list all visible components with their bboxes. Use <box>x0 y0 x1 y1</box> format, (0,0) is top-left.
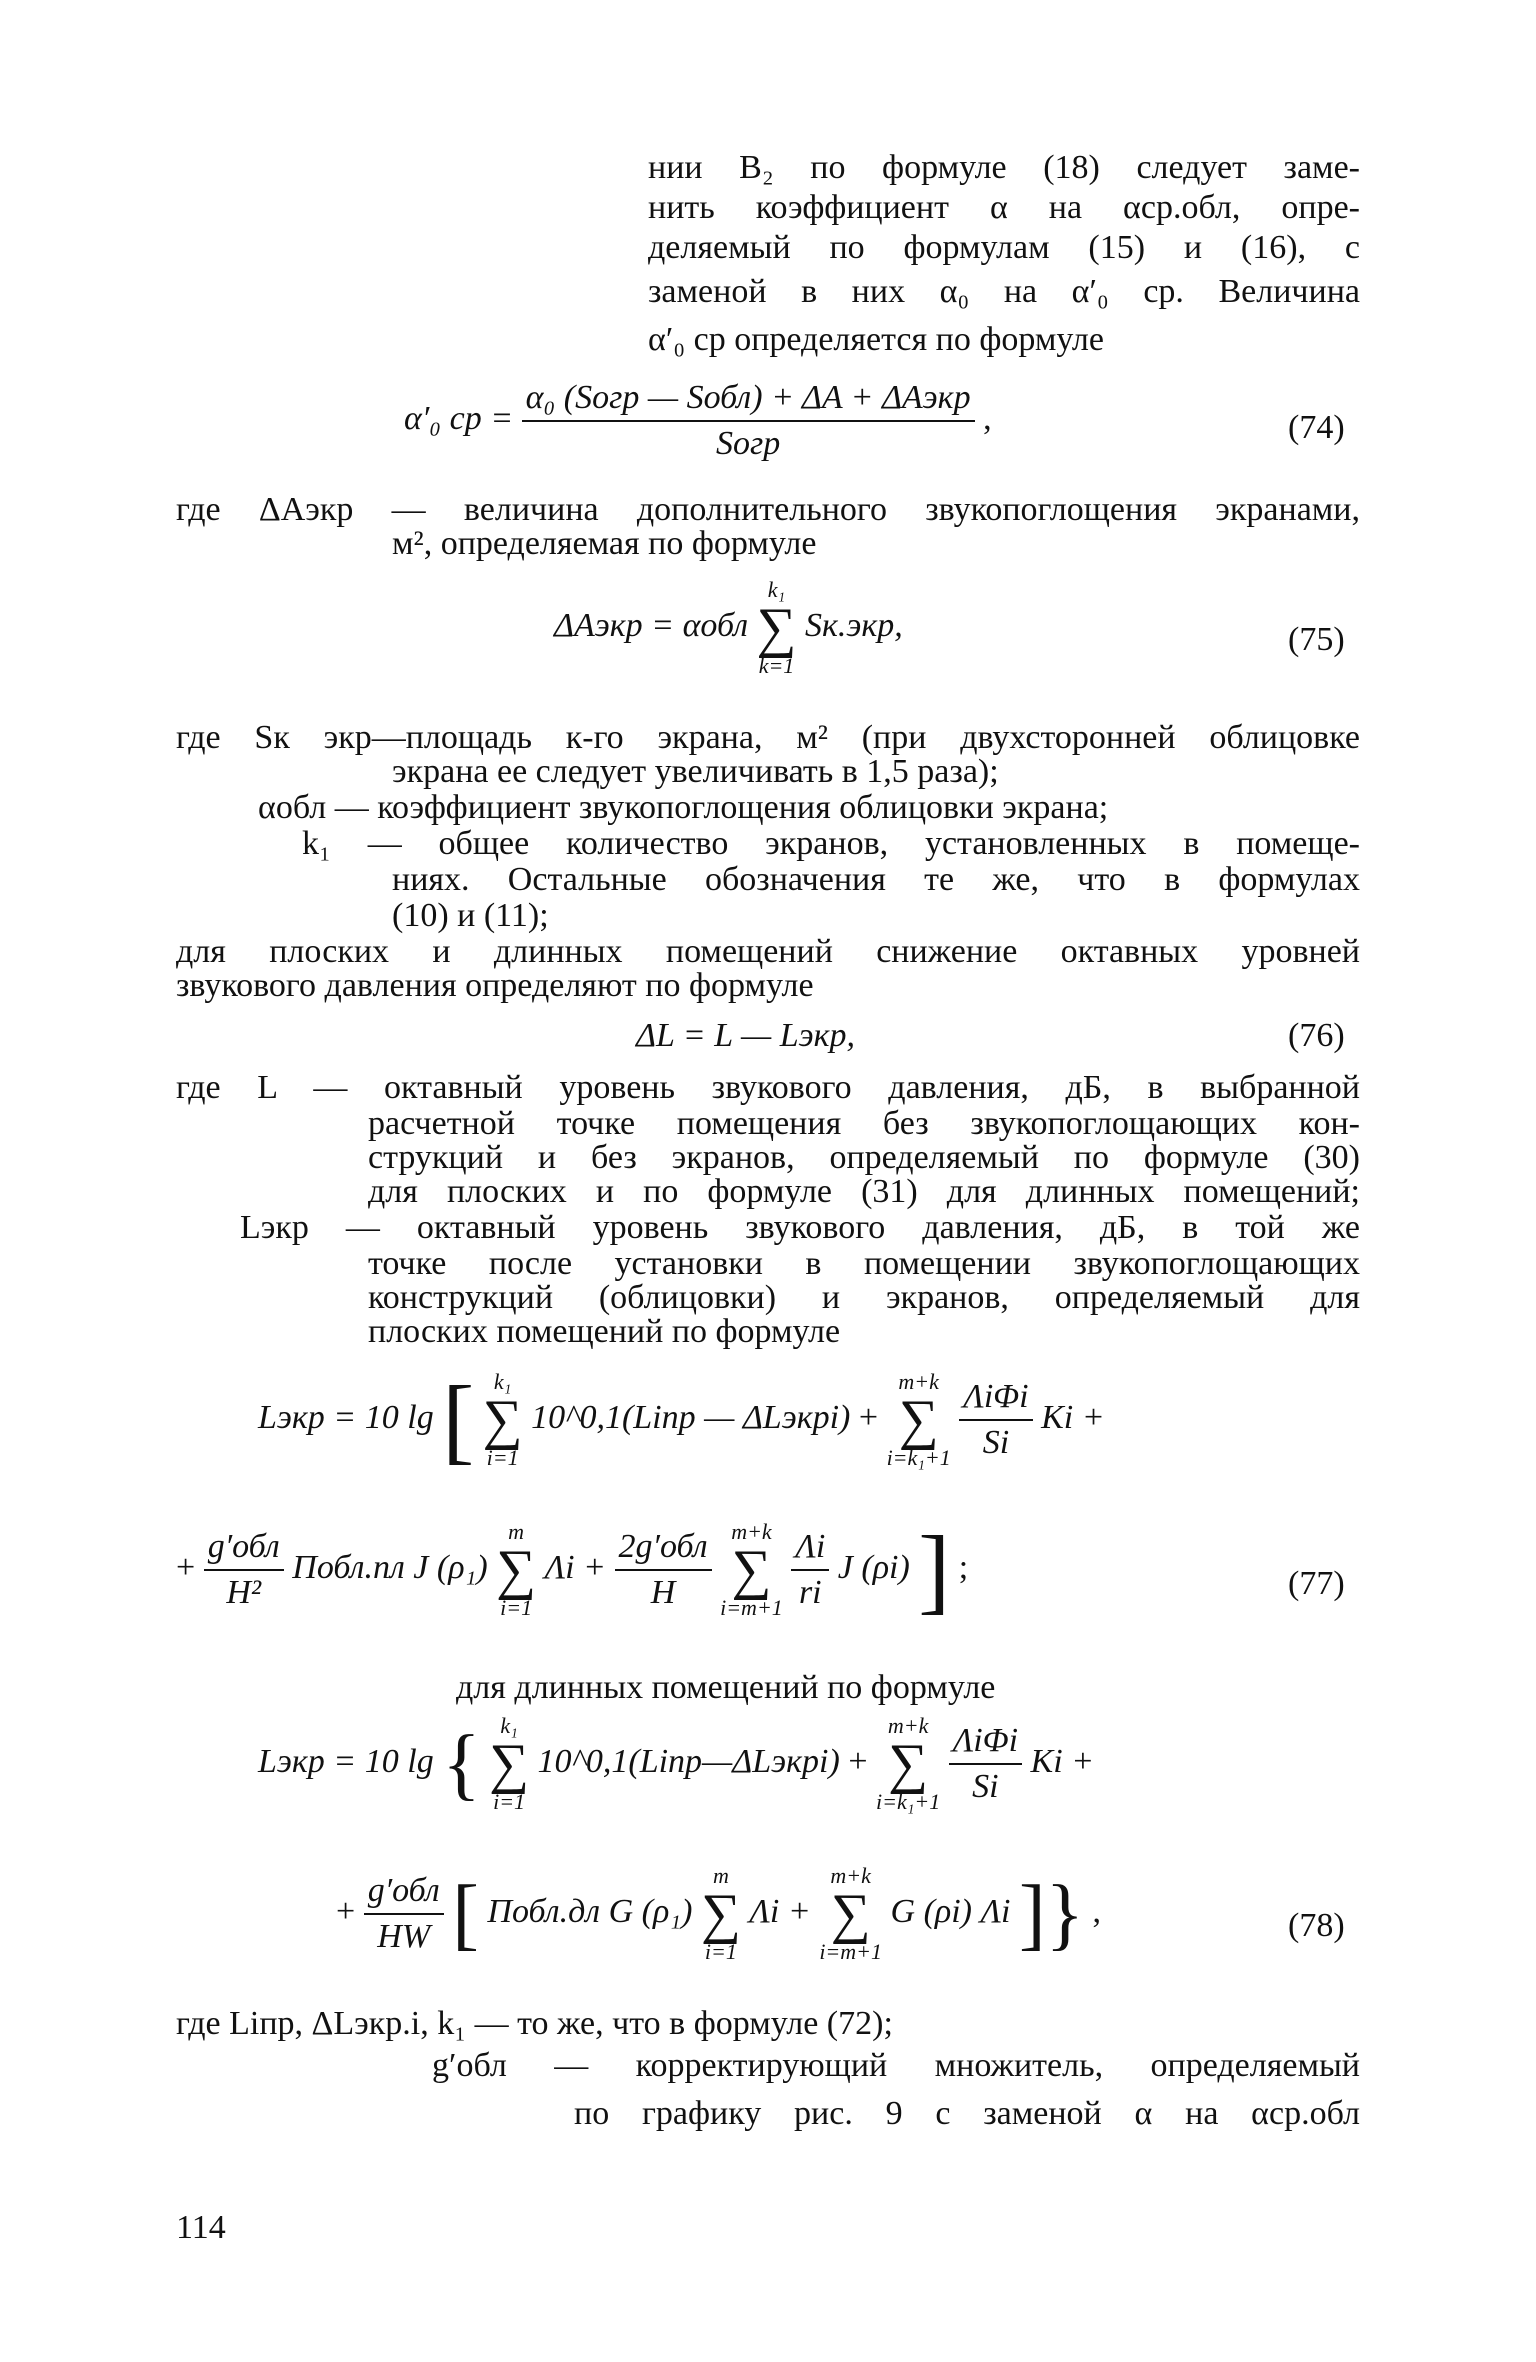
eq78-sum-4-top: m+k <box>830 1863 871 1888</box>
eq78-frac-1-num: ΛiΦi <box>949 1721 1022 1765</box>
def75-line-5: ниях. Остальные обозначения те же, что в формулах <box>392 861 1360 898</box>
eq74-numerator: α₀ (Sогр — Sобл) + ΔA + ΔAэкр <box>522 378 975 422</box>
eq78-term-2: Ki + <box>1030 1742 1095 1780</box>
eq77-fraction-3 <box>791 1527 829 1613</box>
eq78-line-2-frac-num: g′обл <box>364 1871 444 1915</box>
eq78-sigma-4: ∑ <box>830 1883 871 1945</box>
eq77-frac-2-num: 2g′обл <box>615 1527 712 1571</box>
eq78-sum-1-bottom: i=1 <box>493 1789 526 1814</box>
intro-line-1: нии В₂ по формуле (18) следует заме- <box>648 149 1360 186</box>
eq77-frac-2-den: H <box>650 1574 676 1611</box>
def74-line-1: где ΔAэкр — величина дополнительного звукопоглощения экранами, <box>176 491 1360 528</box>
eq78-open-bracket: [ <box>452 1870 479 1958</box>
eq77-term-2: Ki + <box>1041 1398 1105 1436</box>
eq77-sum-1 <box>483 1370 523 1470</box>
def76-line-3: струкций и без экранов, определяемый по формуле (30) <box>368 1139 1360 1176</box>
eq77-sigma-4: ∑ <box>731 1539 772 1601</box>
equation-78-line-1 <box>258 1714 1094 1814</box>
eq78-sigma-3: ∑ <box>700 1883 741 1945</box>
def76-line-4: для плоских и по формуле (31) для длинных помещений; <box>368 1173 1360 1210</box>
def78-line-2: g′обл — корректирующий множитель, определяемый <box>432 2047 1360 2084</box>
eq78-line-2-fraction <box>364 1871 444 1957</box>
equation-76: ΔL = L — Lэкр, <box>636 1017 856 1054</box>
eq74-number: (74) <box>1288 409 1345 446</box>
eq77-line-2-frac-den: H² <box>226 1574 262 1611</box>
eq77-frac-1-num: ΛiΦi <box>959 1377 1032 1421</box>
intro-line-2: нить коэффициент α на αср.обл, опре- <box>648 189 1360 226</box>
page-number: 114 <box>176 2209 226 2246</box>
def75-line-2: экрана ее следует увеличивать в 1,5 раза); <box>392 753 999 790</box>
eq78-sum-3-top: m <box>712 1863 729 1888</box>
eq75-lhs: ΔAэкр = αобл <box>554 606 749 644</box>
eq78-term-1: 10^0,1(Liпр—ΔLэкрi) <box>537 1742 840 1780</box>
eq75-number: (75) <box>1288 621 1345 658</box>
eq78-sum-2-bottom: i=k₁+1 <box>876 1789 941 1814</box>
flat-rooms-line-1: для плоских и длинных помещений снижение октавных уровней <box>176 933 1360 970</box>
eq77-term-1: 10^0,1(Liпр — ΔLэкрi) <box>531 1398 851 1436</box>
equation-74 <box>404 378 992 464</box>
intro-line-5: α′₀ ср определяется по формуле <box>648 321 1104 358</box>
eq74-fraction <box>522 378 975 464</box>
eq78-sum-3-bottom: i=1 <box>704 1939 737 1964</box>
eq77-line-2-lambda: Λi + <box>544 1548 607 1586</box>
long-rooms-line: для длинных помещений по формуле <box>456 1669 996 1706</box>
eq77-line-2-plus: + <box>176 1548 196 1586</box>
eq74-tail: , <box>983 399 992 437</box>
eq77-fraction-2 <box>615 1527 712 1613</box>
def75-line-6: (10) и (11); <box>392 897 549 934</box>
flat-rooms-line-2: звукового давления определяют по формуле <box>176 967 814 1004</box>
eq77-sum-4 <box>720 1520 783 1620</box>
eq77-sum-3-bottom: i=1 <box>500 1595 533 1620</box>
eq75-sum <box>757 578 797 678</box>
eq77-sum-4-bottom: i=m+1 <box>720 1595 783 1620</box>
eq78-tail: , <box>1092 1892 1102 1930</box>
eq78-sum-1 <box>489 1714 529 1814</box>
eq77-open-bracket: [ <box>442 1366 475 1473</box>
eq78-sigma-2: ∑ <box>888 1733 929 1795</box>
eq75-sum-bottom: k=1 <box>758 653 795 678</box>
eq77-sum-3-top: m <box>508 1519 525 1544</box>
eq78-sum-2-top: m+k <box>887 1713 929 1738</box>
def75-line-1: где Sк экр—площадь к-го экрана, м² (при двухсторонней облицовке <box>176 719 1360 756</box>
eq77-sum-1-top: k₁ <box>493 1369 512 1394</box>
eq78-frac-1-den: Si <box>972 1768 999 1805</box>
eq78-fraction-1 <box>949 1721 1022 1807</box>
eq78-line-2-plus: + <box>336 1892 356 1930</box>
def75-line-4: k₁ — общее количество экранов, установленных в помеще- <box>302 825 1360 862</box>
equation-77-line-1 <box>258 1366 1105 1473</box>
eq77-line-2-fraction <box>204 1527 284 1613</box>
equation-78-line-2 <box>336 1864 1101 1964</box>
eq77-sum-2-bottom: i=k₁+1 <box>886 1445 951 1470</box>
def76-line-2: расчетной точке помещения без звукопоглощающих кон- <box>368 1105 1360 1142</box>
eq77-frac-1-den: Si <box>982 1424 1010 1461</box>
eq78-sum-4 <box>819 1864 882 1964</box>
eq78-plus: + <box>848 1742 868 1780</box>
eq77-sum-2-top: m+k <box>898 1369 939 1394</box>
eq78-sigma-1: ∑ <box>489 1733 530 1795</box>
equation-75 <box>554 578 903 678</box>
eq78-line-2-frac-den: HW <box>377 1918 431 1955</box>
eq78-line-2-mid: Побл.дл G (ρ₁) <box>487 1892 693 1930</box>
eq78-lhs: Lэкр = 10 lg <box>258 1742 434 1780</box>
eq78-sum-2 <box>876 1714 940 1814</box>
eq77-plus: + <box>858 1398 879 1436</box>
intro-line-3: деляемый по формулам (15) и (16), с <box>648 229 1360 266</box>
eq78-close-brace: } <box>1045 1870 1085 1958</box>
eq77-sigma-1: ∑ <box>482 1389 523 1451</box>
eq78-sum-4-bottom: i=m+1 <box>819 1939 883 1964</box>
eq77-sigma-3: ∑ <box>496 1539 537 1601</box>
equation-77-line-2 <box>176 1516 969 1623</box>
def75-line-3: αобл — коэффициент звукопоглощения облицовки экрана; <box>258 789 1109 826</box>
eq74-denominator: Sогр <box>715 425 781 462</box>
eq78-open-brace: { <box>442 1720 481 1808</box>
def78-line-1: где Liпр, ΔLэкр.i, k₁ — то же, что в формуле (72); <box>176 2005 893 2042</box>
eq77-sum-3 <box>496 1520 536 1620</box>
eq77-sigma-2: ∑ <box>898 1389 939 1451</box>
eq75-sigma: ∑ <box>756 597 797 659</box>
eq77-frac-3-num: Λi <box>791 1527 829 1571</box>
eq78-line-2-end: G (ρi) Λi <box>890 1892 1011 1930</box>
def76-line-5: Lэкр — октавный уровень звукового давления, дБ, в той же <box>240 1209 1360 1246</box>
eq77-sum-4-top: m+k <box>731 1519 772 1544</box>
def76-line-6: точке после установки в помещении звукопоглощающих <box>368 1245 1360 1282</box>
eq75-rhs: Sк.экр, <box>804 606 903 644</box>
eq77-tail: ; <box>958 1548 969 1586</box>
eq77-line-2-end: J (ρi) <box>837 1548 910 1586</box>
eq77-sum-1-bottom: i=1 <box>486 1445 519 1470</box>
eq78-close-bracket: ] <box>1018 1870 1046 1958</box>
eq77-lhs: Lэкр = 10 lg <box>258 1398 434 1436</box>
eq77-line-2-frac-num: g′обл <box>204 1527 284 1571</box>
eq75-sum-top: k₁ <box>767 577 786 602</box>
def76-line-1: где L — октавный уровень звукового давления, дБ, в выбранной <box>176 1069 1360 1106</box>
eq78-line-2-lambda: Λi + <box>749 1892 811 1930</box>
eq77-close-bracket: ] <box>918 1516 951 1623</box>
eq78-sum-1-top: k₁ <box>500 1713 518 1738</box>
eq77-fraction-1 <box>959 1377 1032 1463</box>
eq76-number: (76) <box>1288 1017 1345 1054</box>
eq77-number: (77) <box>1288 1565 1345 1602</box>
def76-line-8: плоских помещений по формуле <box>368 1313 841 1350</box>
intro-line-4: заменой в них α₀ на α′₀ ср. Величина <box>648 273 1360 310</box>
def74-line-2: м², определяемая по формуле <box>392 525 817 562</box>
eq77-line-2-mid: Побл.пл J (ρ₁) <box>292 1548 488 1586</box>
def76-line-7: конструкций (облицовки) и экранов, определяемый для <box>368 1279 1360 1316</box>
eq78-sum-3 <box>701 1864 741 1964</box>
eq74-lhs: α′₀ ср = <box>404 399 514 437</box>
def78-line-3: по графику рис. 9 с заменой α на αср.обл <box>574 2095 1360 2132</box>
eq78-number: (78) <box>1288 1907 1345 1944</box>
eq77-frac-3-den: ri <box>798 1574 822 1611</box>
eq77-sum-2 <box>887 1370 951 1470</box>
